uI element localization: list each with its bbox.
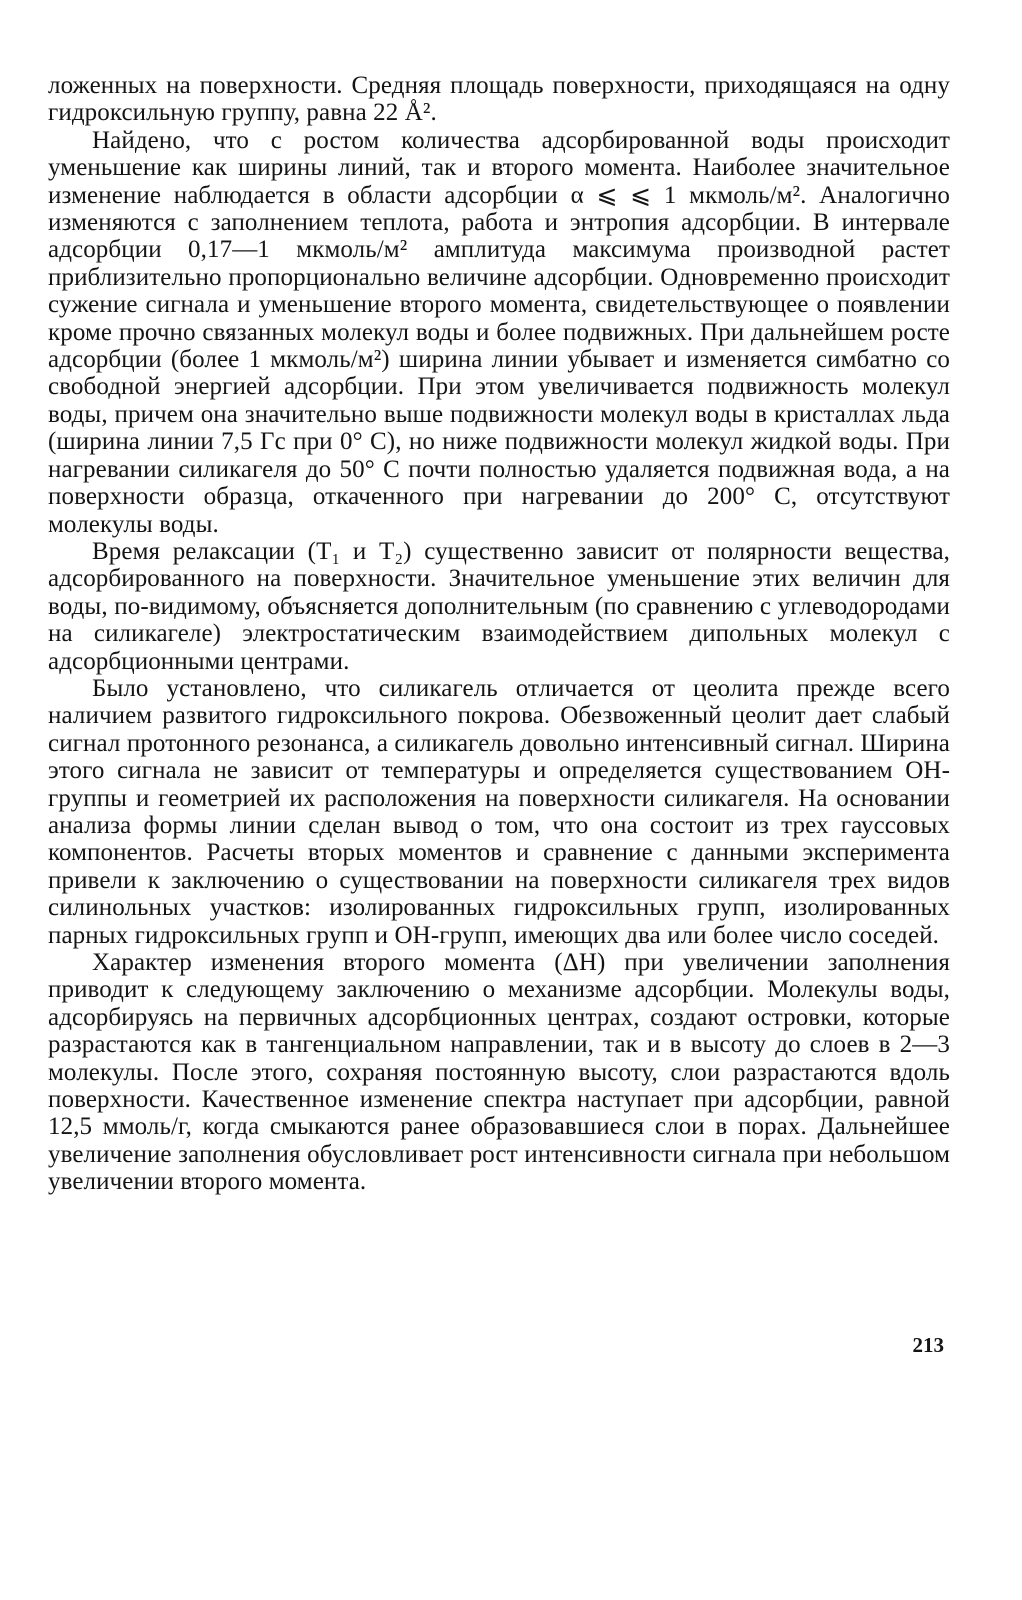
page-number: 213 (912, 1333, 944, 1357)
body-text (48, 72, 950, 1196)
paragraph-silica-vs-zeolite: Было установлено, что силикагель отличается от цеолита прежде всего наличием развитого гидроксильного покрова. Обезвоженный цеолит дает слабый сигнал протонного резонанса, а силикагель довольно интенсивный сигнал. Ширина этого сигнала не зависит от температуры и определяется существованием ОН-группы и геометрией их расположения на поверхности силикагеля. На основании анализа формы линии сделан вывод о том, что она состоит из трех гауссовых компонентов. Расчеты вторых моментов и сравнение с данными эксперимента привели к заключению о существовании на поверхности силикагеля трех видов силинольных участков: изолированных гидроксильных групп, изолированных парных гидроксильных групп и ОН-групп, имеющих два или более число соседей. (48, 674, 950, 949)
paragraph-second-moment: Характер изменения второго момента (ΔH) при увеличении заполнения приводит к следующему заключению о механизме адсорбции. Молекулы воды, адсорбируясь на первичных адсорбционных центрах, создают островки, которые разрастаются как в тангенциальном направлении, так и в высоту до слоев в 2—3 молекулы. После этого, сохраняя постоянную высоту, слои разрастаются вдоль поверхности. Качественное изменение спектра наступает при адсорбции, равной 12,5 ммоль/г, когда смыкаются ранее образовавшиеся слои в порах. Дальнейшее увеличение заполнения обусловливает рост интенсивности сигнала при небольшом увеличении второго момента. (48, 949, 950, 1196)
paragraph-continuation: ложенных на поверхности. Средняя площадь поверхности, приходящаяся на одну гидроксильную группу, равна 22 Å². (48, 72, 950, 127)
paragraph-adsorbed-water: Найдено, что с ростом количества адсорбированной воды происходит уменьшение как ширины линий, так и второго момента. Наиболее значительное изменение наблюдается в области адсорбции α ⩽ ⩽ 1 мкмоль/м². Аналогично изменяются с заполнением теплота, работа и энтропия адсорбции. В интервале адсорбции 0,17—1 мкмоль/м² амплитуда максимума производной растет приблизительно пропорционально величине адсорбции. Одновременно происходит сужение сигнала и уменьшение второго момента, свидетельствующее о появлении кроме прочно связанных молекул воды и более подвижных. При дальнейшем росте адсорбции (более 1 мкмоль/м²) ширина линии убывает и изменяется симбатно со свободной энергией адсорбции. При этом увеличивается подвижность молекул воды, причем она значительно выше подвижности молекул воды в кристаллах льда (ширина линии 7,5 Гс при 0° С), но ниже подвижности молекул жидкой воды. При нагревании силикагеля до 50° С почти полностью удаляется подвижная вода, а на поверхности образца, откаченного при нагревании до 200° С, отсутствуют молекулы воды. (48, 126, 950, 538)
paragraph-relaxation-time: Время релаксации (T₁ и T₂) существенно зависит от полярности вещества, адсорбированного на поверхности. Значительное уменьшение этих величин для воды, по-видимому, объясняется дополнительным (по сравнению с углеводородами на силикагеле) электростатическим взаимодействием дипольных молекул с адсорбционными центрами. (48, 537, 950, 675)
